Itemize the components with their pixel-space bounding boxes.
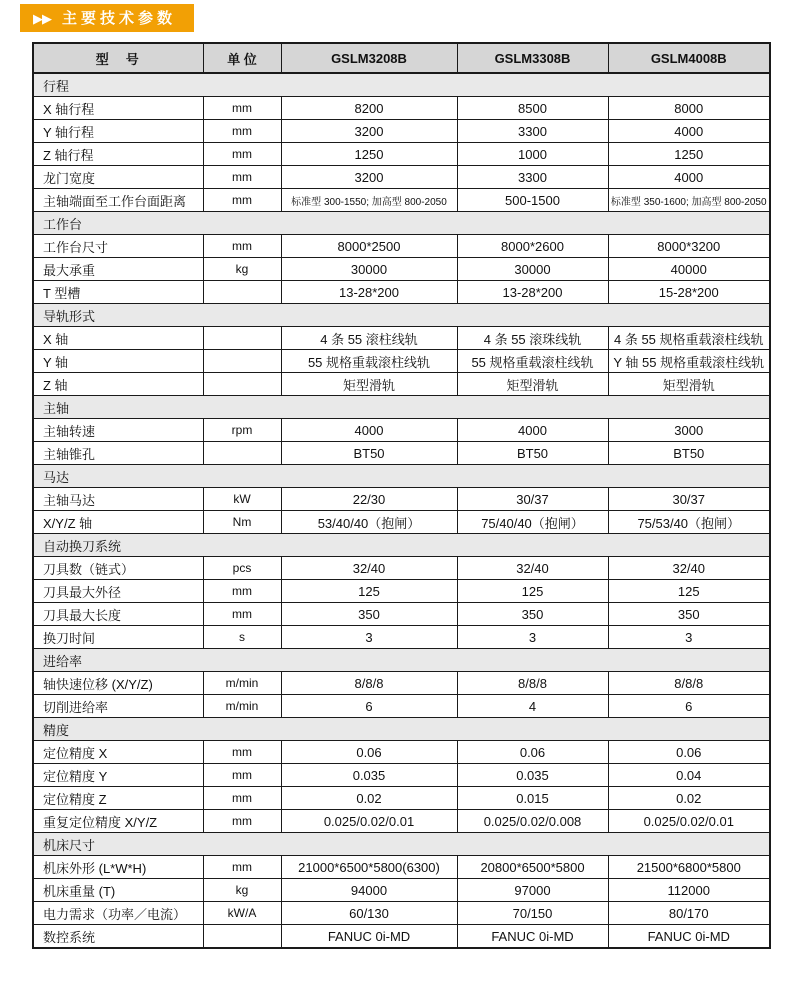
- section-row: [33, 649, 770, 672]
- table-row: [33, 189, 770, 212]
- param-value: 8/8/8: [608, 672, 770, 695]
- param-label: T 型槽: [33, 281, 203, 304]
- param-value: 70/150: [457, 902, 608, 925]
- param-value: 8500: [457, 97, 608, 120]
- param-value: 6: [281, 695, 457, 718]
- param-unit: mm: [203, 189, 281, 212]
- param-label: 主轴锥孔: [33, 442, 203, 465]
- table-row: [33, 511, 770, 534]
- param-label: 电力需求（功率／电流）: [33, 902, 203, 925]
- param-value: BT50: [608, 442, 770, 465]
- param-value: 3200: [281, 120, 457, 143]
- col-header-gslm3208b: GSLM3208B: [281, 43, 457, 73]
- param-value: 矩型滑轨: [608, 373, 770, 396]
- param-label: 机床外形 (L*W*H): [33, 856, 203, 879]
- param-label: 主轴马达: [33, 488, 203, 511]
- param-value: 30/37: [608, 488, 770, 511]
- param-value: 350: [457, 603, 608, 626]
- param-value: FANUC 0i-MD: [281, 925, 457, 949]
- param-value: 15-28*200: [608, 281, 770, 304]
- param-value: 0.06: [608, 741, 770, 764]
- param-value: 0.04: [608, 764, 770, 787]
- param-unit: mm: [203, 120, 281, 143]
- table-row: [33, 764, 770, 787]
- param-value: 55 规格重载滚柱线轨: [281, 350, 457, 373]
- param-value: 0.015: [457, 787, 608, 810]
- param-value: 32/40: [457, 557, 608, 580]
- param-label: Y 轴行程: [33, 120, 203, 143]
- param-label: 定位精度 X: [33, 741, 203, 764]
- param-value: 矩型滑轨: [457, 373, 608, 396]
- param-label: 换刀时间: [33, 626, 203, 649]
- param-value: 3300: [457, 166, 608, 189]
- param-unit: [203, 925, 281, 949]
- table-header-row: [33, 43, 770, 73]
- param-value: 94000: [281, 879, 457, 902]
- section-title: 工作台: [33, 212, 770, 235]
- section-banner: [20, 4, 194, 32]
- param-value: 55 规格重载滚柱线轨: [457, 350, 608, 373]
- param-value: BT50: [281, 442, 457, 465]
- param-value: 8000*2600: [457, 235, 608, 258]
- table-row: [33, 350, 770, 373]
- param-unit: kW: [203, 488, 281, 511]
- param-unit: rpm: [203, 419, 281, 442]
- spec-table-body: [33, 73, 770, 948]
- param-value: 0.06: [281, 741, 457, 764]
- param-value: 3300: [457, 120, 608, 143]
- param-value: BT50: [457, 442, 608, 465]
- table-row: [33, 810, 770, 833]
- param-value: 4000: [457, 419, 608, 442]
- section-title: 马达: [33, 465, 770, 488]
- param-value: 75/53/40（抱闸）: [608, 511, 770, 534]
- param-unit: kg: [203, 879, 281, 902]
- param-value: 8/8/8: [281, 672, 457, 695]
- param-label: X/Y/Z 轴: [33, 511, 203, 534]
- param-label: 主轴转速: [33, 419, 203, 442]
- param-value: 21000*6500*5800(6300): [281, 856, 457, 879]
- section-title: 主轴: [33, 396, 770, 419]
- table-row: [33, 672, 770, 695]
- param-value: 53/40/40（抱闸）: [281, 511, 457, 534]
- param-unit: mm: [203, 143, 281, 166]
- param-value: 1250: [281, 143, 457, 166]
- param-value: 矩型滑轨: [281, 373, 457, 396]
- col-header-model: 型 号: [33, 43, 203, 73]
- param-value: 0.035: [281, 764, 457, 787]
- param-unit: mm: [203, 741, 281, 764]
- section-title: 自动换刀系统: [33, 534, 770, 557]
- param-value: 350: [608, 603, 770, 626]
- param-value: 13-28*200: [457, 281, 608, 304]
- param-value: 1000: [457, 143, 608, 166]
- param-label: 刀具数（链式）: [33, 557, 203, 580]
- param-value: 112000: [608, 879, 770, 902]
- param-value: 3: [457, 626, 608, 649]
- param-label: X 轴: [33, 327, 203, 350]
- section-row: [33, 718, 770, 741]
- table-row: [33, 557, 770, 580]
- param-unit: mm: [203, 97, 281, 120]
- param-value: 32/40: [608, 557, 770, 580]
- param-value: 6: [608, 695, 770, 718]
- table-row: [33, 695, 770, 718]
- param-value: 标准型 350-1600; 加高型 800-2050: [608, 189, 770, 212]
- param-label: 切削进给率: [33, 695, 203, 718]
- param-label: Y 轴: [33, 350, 203, 373]
- table-row: [33, 258, 770, 281]
- param-unit: mm: [203, 810, 281, 833]
- section-row: [33, 304, 770, 327]
- param-value: 21500*6800*5800: [608, 856, 770, 879]
- param-value: 8200: [281, 97, 457, 120]
- param-unit: m/min: [203, 672, 281, 695]
- param-unit: [203, 442, 281, 465]
- param-value: 22/30: [281, 488, 457, 511]
- param-label: 刀具最大外径: [33, 580, 203, 603]
- param-unit: mm: [203, 580, 281, 603]
- table-row: [33, 235, 770, 258]
- section-title: 机床尺寸: [33, 833, 770, 856]
- param-unit: mm: [203, 603, 281, 626]
- table-row: [33, 603, 770, 626]
- page-title: 主要技术参数: [62, 9, 177, 27]
- section-row: [33, 212, 770, 235]
- param-value: 8000*3200: [608, 235, 770, 258]
- param-label: 刀具最大长度: [33, 603, 203, 626]
- param-unit: mm: [203, 764, 281, 787]
- param-value: 4000: [608, 166, 770, 189]
- double-arrow-icon: ▶▶: [33, 10, 51, 26]
- table-row: [33, 580, 770, 603]
- param-value: 125: [608, 580, 770, 603]
- param-label: Z 轴: [33, 373, 203, 396]
- param-value: 8000*2500: [281, 235, 457, 258]
- param-unit: s: [203, 626, 281, 649]
- param-value: FANUC 0i-MD: [608, 925, 770, 949]
- param-value: 1250: [608, 143, 770, 166]
- param-value: 75/40/40（抱闸）: [457, 511, 608, 534]
- param-value: 3000: [608, 419, 770, 442]
- table-row: [33, 787, 770, 810]
- param-value: 8/8/8: [457, 672, 608, 695]
- param-value: 4: [457, 695, 608, 718]
- table-row: [33, 327, 770, 350]
- spec-table: [32, 42, 771, 949]
- param-value: Y 轴 55 规格重载滚柱线轨: [608, 350, 770, 373]
- param-value: 3: [608, 626, 770, 649]
- table-row: [33, 281, 770, 304]
- table-row: [33, 97, 770, 120]
- param-value: 0.02: [608, 787, 770, 810]
- param-value: 4 条 55 规格重载滚柱线轨: [608, 327, 770, 350]
- param-label: 最大承重: [33, 258, 203, 281]
- param-value: 500-1500: [457, 189, 608, 212]
- table-row: [33, 626, 770, 649]
- table-row: [33, 442, 770, 465]
- table-row: [33, 856, 770, 879]
- param-value: 125: [281, 580, 457, 603]
- param-unit: mm: [203, 856, 281, 879]
- col-header-unit: 单 位: [203, 43, 281, 73]
- section-title: 行程: [33, 73, 770, 97]
- param-unit: m/min: [203, 695, 281, 718]
- param-value: 4 条 55 滚珠线轨: [457, 327, 608, 350]
- param-value: 8000: [608, 97, 770, 120]
- param-value: 13-28*200: [281, 281, 457, 304]
- table-row: [33, 419, 770, 442]
- param-value: 30000: [281, 258, 457, 281]
- param-value: 60/130: [281, 902, 457, 925]
- param-value: 80/170: [608, 902, 770, 925]
- param-label: 定位精度 Y: [33, 764, 203, 787]
- param-unit: kg: [203, 258, 281, 281]
- param-unit: mm: [203, 787, 281, 810]
- param-label: X 轴行程: [33, 97, 203, 120]
- param-value: 0.025/0.02/0.008: [457, 810, 608, 833]
- param-unit: pcs: [203, 557, 281, 580]
- param-label: 轴快速位移 (X/Y/Z): [33, 672, 203, 695]
- section-row: [33, 833, 770, 856]
- param-unit: [203, 327, 281, 350]
- section-row: [33, 534, 770, 557]
- param-unit: [203, 350, 281, 373]
- table-row: [33, 373, 770, 396]
- param-unit: mm: [203, 235, 281, 258]
- param-label: 定位精度 Z: [33, 787, 203, 810]
- param-value: FANUC 0i-MD: [457, 925, 608, 949]
- section-row: [33, 465, 770, 488]
- section-title: 精度: [33, 718, 770, 741]
- table-row: [33, 488, 770, 511]
- table-row: [33, 166, 770, 189]
- param-value: 标准型 300-1550; 加高型 800-2050: [281, 189, 457, 212]
- param-unit: Nm: [203, 511, 281, 534]
- param-value: 30000: [457, 258, 608, 281]
- param-value: 0.02: [281, 787, 457, 810]
- param-unit: kW/A: [203, 902, 281, 925]
- param-label: Z 轴行程: [33, 143, 203, 166]
- param-unit: [203, 281, 281, 304]
- param-value: 4 条 55 滚柱线轨: [281, 327, 457, 350]
- param-value: 0.025/0.02/0.01: [608, 810, 770, 833]
- section-row: [33, 73, 770, 97]
- param-value: 4000: [608, 120, 770, 143]
- table-row: [33, 741, 770, 764]
- section-title: 导轨形式: [33, 304, 770, 327]
- param-value: 350: [281, 603, 457, 626]
- param-value: 0.025/0.02/0.01: [281, 810, 457, 833]
- param-value: 32/40: [281, 557, 457, 580]
- table-row: [33, 120, 770, 143]
- param-value: 20800*6500*5800: [457, 856, 608, 879]
- param-label: 主轴端面至工作台面距离: [33, 189, 203, 212]
- param-value: 97000: [457, 879, 608, 902]
- param-unit: [203, 373, 281, 396]
- param-label: 龙门宽度: [33, 166, 203, 189]
- table-row: [33, 143, 770, 166]
- param-label: 数控系统: [33, 925, 203, 949]
- table-row: [33, 879, 770, 902]
- param-value: 0.06: [457, 741, 608, 764]
- col-header-gslm4008b: GSLM4008B: [608, 43, 770, 73]
- param-label: 工作台尺寸: [33, 235, 203, 258]
- section-title: 进给率: [33, 649, 770, 672]
- table-row: [33, 925, 770, 949]
- param-value: 3200: [281, 166, 457, 189]
- param-value: 30/37: [457, 488, 608, 511]
- param-value: 40000: [608, 258, 770, 281]
- param-unit: mm: [203, 166, 281, 189]
- section-row: [33, 396, 770, 419]
- param-value: 0.035: [457, 764, 608, 787]
- param-label: 机床重量 (T): [33, 879, 203, 902]
- table-row: [33, 902, 770, 925]
- param-value: 4000: [281, 419, 457, 442]
- col-header-gslm3308b: GSLM3308B: [457, 43, 608, 73]
- param-value: 3: [281, 626, 457, 649]
- param-value: 125: [457, 580, 608, 603]
- param-label: 重复定位精度 X/Y/Z: [33, 810, 203, 833]
